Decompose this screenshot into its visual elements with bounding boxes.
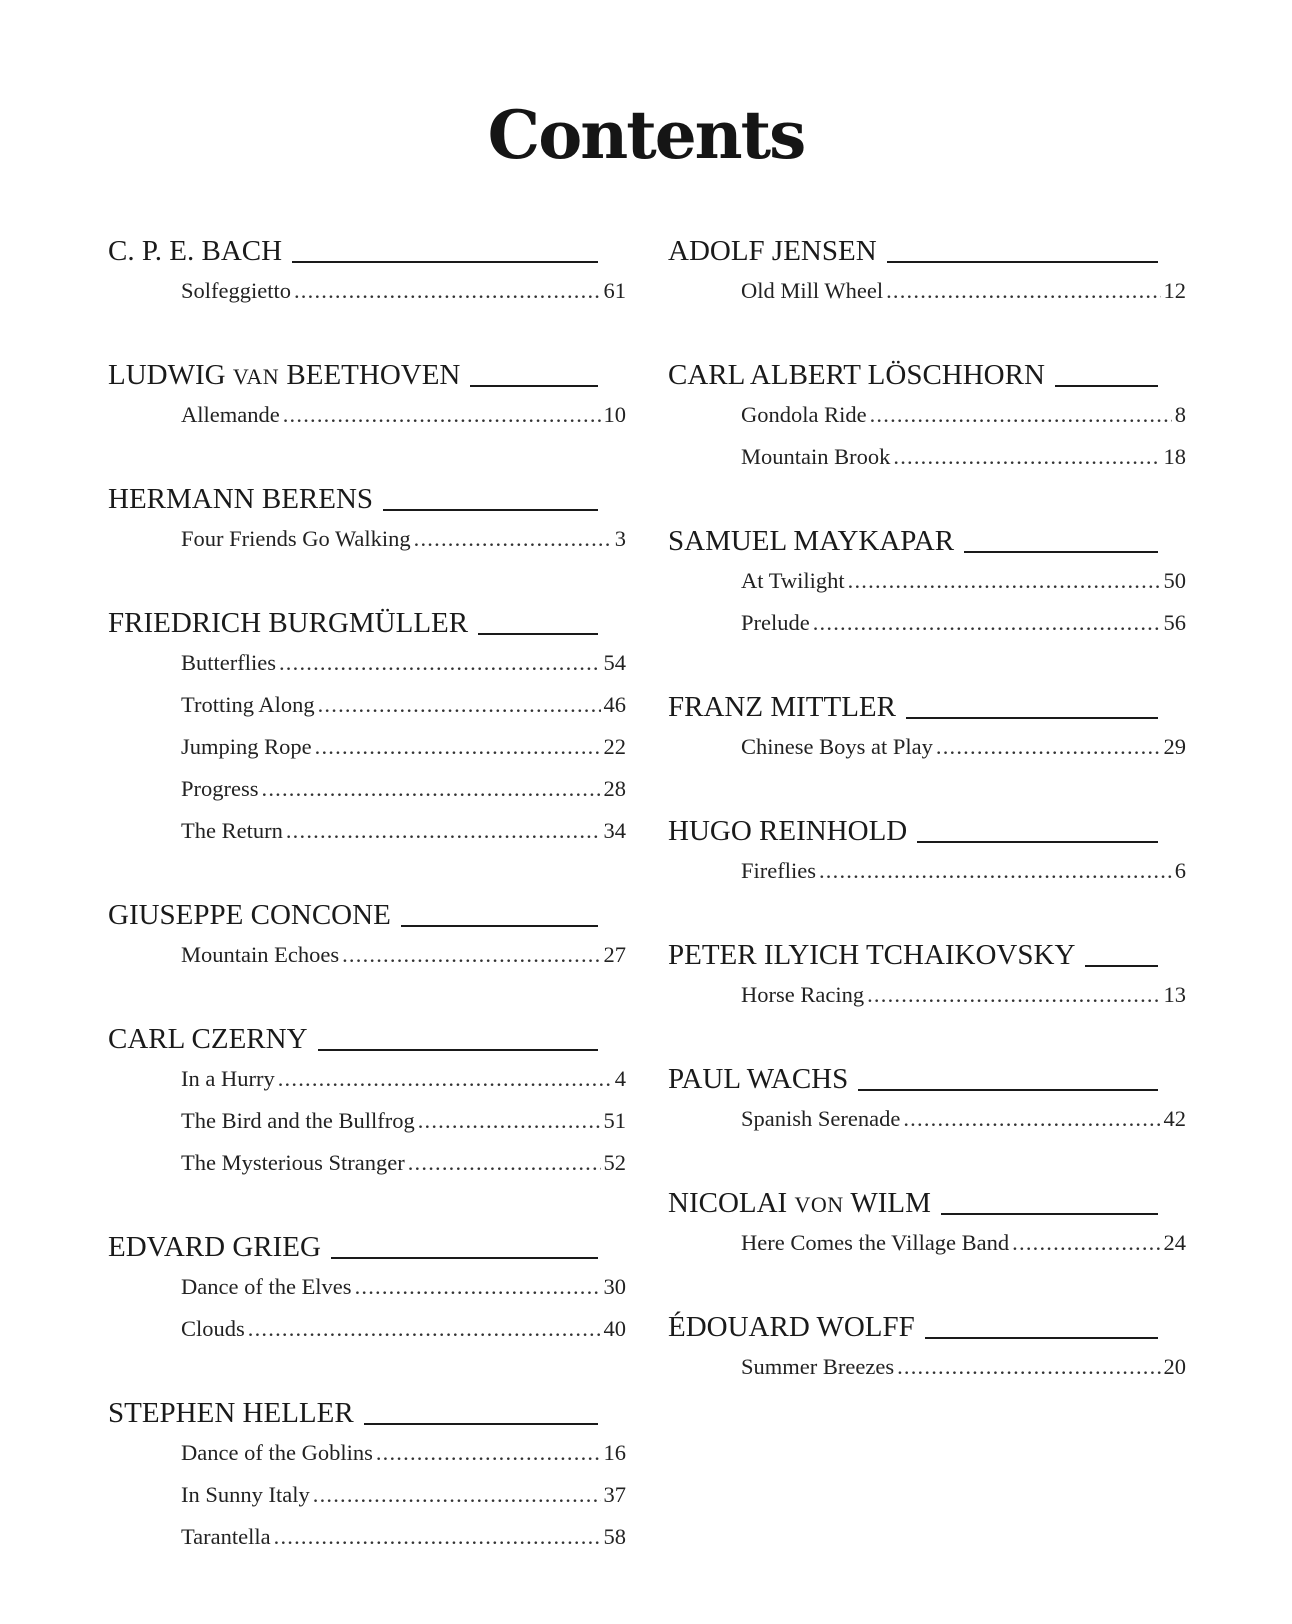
composer-heading [108, 594, 626, 640]
toc-entry [741, 1106, 1186, 1148]
section-gap [108, 1192, 626, 1218]
toc-entry [181, 402, 626, 444]
composer-name [668, 525, 954, 558]
piece-list [108, 1274, 626, 1358]
composer-name [108, 235, 282, 268]
toc-entry [181, 1150, 626, 1192]
heading-rule [470, 385, 598, 387]
toc-entry [741, 278, 1186, 320]
composer-section [108, 470, 626, 568]
page-number: 12 [1163, 278, 1186, 303]
piece-title: Chinese Boys at Play [741, 734, 933, 759]
heading-rule [887, 261, 1158, 263]
dot-leader [248, 1316, 601, 1342]
dot-leader [279, 650, 601, 676]
composer-section [668, 1298, 1186, 1396]
heading-rule [1085, 965, 1158, 967]
piece-title: Here Comes the Village Band [741, 1230, 1010, 1255]
composer-section [108, 1010, 626, 1192]
composer-section [108, 1384, 626, 1566]
toc-entry [181, 650, 626, 692]
composer-section [668, 512, 1186, 652]
dot-leader [283, 402, 601, 428]
piece-list [108, 526, 626, 568]
page-number: 54 [603, 650, 626, 675]
piece-title: The Mysterious Stranger [181, 1150, 405, 1175]
dot-leader [418, 1108, 601, 1134]
composer-name [108, 607, 468, 640]
composer-heading [668, 512, 1186, 558]
composer-heading [108, 1218, 626, 1264]
dot-leader [313, 1482, 601, 1508]
dot-leader [355, 1274, 601, 1300]
composer-name-main: PETER ILYICH TCHAIKOVSKY [668, 939, 1076, 971]
composer-heading [668, 222, 1186, 268]
composer-name-particle: VON [794, 1192, 844, 1217]
page-number: 51 [603, 1108, 626, 1133]
page-number: 4 [614, 1066, 626, 1091]
piece-list [108, 1440, 626, 1566]
composer-name-main: LUDWIG [108, 359, 226, 391]
composer-name [108, 1397, 354, 1430]
composer-name-main: ÉDOUARD WOLFF [668, 1311, 915, 1343]
piece-title: The Return [181, 818, 283, 843]
composer-heading [668, 802, 1186, 848]
piece-title: Trotting Along [181, 692, 315, 717]
dot-leader [1012, 1230, 1160, 1256]
piece-list [668, 1106, 1186, 1148]
toc-entry [741, 1354, 1186, 1396]
piece-list [108, 1066, 626, 1192]
toc-entry [181, 1108, 626, 1150]
page-number: 40 [603, 1316, 626, 1341]
composer-name [668, 1187, 931, 1220]
composer-name [108, 359, 460, 392]
toc-entry [181, 1482, 626, 1524]
composer-name-main: C. P. E. BACH [108, 235, 283, 267]
composer-name [108, 899, 391, 932]
toc-entry [181, 1066, 626, 1108]
heading-rule [401, 925, 598, 927]
composer-name-rest: BEETHOVEN [286, 359, 461, 391]
heading-rule [1055, 385, 1158, 387]
composer-section [668, 1174, 1186, 1272]
section-gap [668, 652, 1186, 678]
dot-leader [315, 734, 601, 760]
composer-section [668, 926, 1186, 1024]
piece-title: Dance of the Goblins [181, 1440, 373, 1465]
heading-rule [331, 1257, 598, 1259]
composer-section [108, 346, 626, 444]
toc-entry [741, 734, 1186, 776]
composer-name-main: ADOLF JENSEN [668, 235, 877, 267]
dot-leader [274, 1524, 601, 1550]
dot-leader [893, 444, 1160, 470]
section-gap [668, 1024, 1186, 1050]
heading-rule [383, 509, 598, 511]
toc-entry [741, 982, 1186, 1024]
composer-heading [668, 1050, 1186, 1096]
dot-leader [408, 1150, 601, 1176]
section-gap [668, 320, 1186, 346]
dot-leader [342, 942, 600, 968]
page-number: 37 [603, 1482, 626, 1507]
page-number: 24 [1163, 1230, 1186, 1255]
composer-name [668, 815, 907, 848]
composer-name-main: CARL CZERNY [108, 1023, 308, 1055]
composer-name-particle: VAN [232, 364, 280, 389]
piece-title: Mountain Echoes [181, 942, 340, 967]
composer-heading [668, 1298, 1186, 1344]
composer-name-rest: WILM [850, 1187, 931, 1219]
composer-name-main: CARL ALBERT LÖSCHHORN [668, 359, 1045, 391]
piece-title: Spanish Serenade [741, 1106, 901, 1131]
section-gap [108, 444, 626, 470]
piece-title: Solfeggietto [181, 278, 291, 303]
composer-section [108, 594, 626, 860]
toc-entry [181, 1440, 626, 1482]
section-gap [108, 984, 626, 1010]
heading-rule [364, 1423, 598, 1425]
piece-title: Mountain Brook [741, 444, 891, 469]
heading-rule [858, 1089, 1158, 1091]
composer-name [108, 1023, 308, 1056]
dot-leader [870, 402, 1172, 428]
composer-heading [668, 926, 1186, 972]
page-number: 61 [603, 278, 626, 303]
page-number: 13 [1163, 982, 1186, 1007]
page-number: 10 [603, 402, 626, 427]
page-number: 29 [1163, 734, 1186, 759]
piece-list [668, 1354, 1186, 1396]
toc-entry [181, 278, 626, 320]
piece-title: Fireflies [741, 858, 816, 883]
composer-name-main: STEPHEN HELLER [108, 1397, 354, 1429]
toc-entry [181, 526, 626, 568]
heading-rule [292, 261, 598, 263]
piece-list [668, 858, 1186, 900]
piece-list [668, 982, 1186, 1024]
heading-rule [917, 841, 1158, 843]
piece-title: At Twilight [741, 568, 845, 593]
toc-entry [741, 610, 1186, 652]
composer-heading [668, 346, 1186, 392]
toc-entry [741, 1230, 1186, 1272]
dot-leader [262, 776, 601, 802]
page-number: 28 [603, 776, 626, 801]
piece-title: Old Mill Wheel [741, 278, 884, 303]
piece-list [668, 568, 1186, 652]
dot-leader [903, 1106, 1160, 1132]
piece-title: Clouds [181, 1316, 245, 1341]
section-gap [108, 860, 626, 886]
piece-title: Jumping Rope [181, 734, 312, 759]
piece-list [668, 402, 1186, 486]
toc-entry [181, 692, 626, 734]
piece-title: Summer Breezes [741, 1354, 895, 1379]
piece-title: Allemande [181, 402, 280, 427]
composer-name-main: FRIEDRICH BURGMÜLLER [108, 607, 469, 639]
composer-name [668, 939, 1075, 972]
page-number: 18 [1163, 444, 1186, 469]
piece-list [108, 942, 626, 984]
composer-section [668, 222, 1186, 320]
dot-leader [936, 734, 1161, 760]
composer-section [108, 222, 626, 320]
piece-title: Tarantella [181, 1524, 271, 1549]
piece-list [668, 1230, 1186, 1272]
piece-title: Butterflies [181, 650, 276, 675]
composer-name-main: FRANZ MITTLER [668, 691, 896, 723]
composer-section [108, 1218, 626, 1358]
composer-name [108, 483, 373, 516]
section-gap [668, 1272, 1186, 1298]
composer-heading [108, 1384, 626, 1430]
heading-rule [941, 1213, 1158, 1215]
composer-name-main: HERMANN BERENS [108, 483, 374, 515]
piece-list [668, 734, 1186, 776]
page-number: 46 [603, 692, 626, 717]
piece-list [108, 278, 626, 320]
dot-leader [897, 1354, 1160, 1380]
composer-heading [108, 886, 626, 932]
toc-entry [181, 1274, 626, 1316]
page-number: 8 [1174, 402, 1186, 427]
toc-entry [181, 1316, 626, 1358]
page-number: 16 [603, 1440, 626, 1465]
composer-section [668, 346, 1186, 486]
piece-list [108, 650, 626, 860]
page-number: 34 [603, 818, 626, 843]
dot-leader [867, 982, 1160, 1008]
toc-entry [181, 1524, 626, 1566]
section-gap [668, 776, 1186, 802]
toc-entry [181, 776, 626, 818]
composer-name [668, 691, 896, 724]
piece-title: Dance of the Elves [181, 1274, 352, 1299]
composer-name-main: PAUL WACHS [668, 1063, 849, 1095]
page-number: 30 [603, 1274, 626, 1299]
dot-leader [278, 1066, 612, 1092]
composer-heading [108, 470, 626, 516]
composer-name [668, 1063, 848, 1096]
piece-title: Gondola Ride [741, 402, 867, 427]
composer-heading [668, 678, 1186, 724]
piece-title: Prelude [741, 610, 810, 635]
composer-section [668, 678, 1186, 776]
composer-section [668, 1050, 1186, 1148]
section-gap [668, 486, 1186, 512]
section-gap [668, 900, 1186, 926]
composer-name-main: EDVARD GRIEG [108, 1231, 321, 1263]
heading-rule [318, 1049, 598, 1051]
composer-heading [668, 1174, 1186, 1220]
composer-name [668, 359, 1045, 392]
dot-leader [813, 610, 1161, 636]
dot-leader [414, 526, 612, 552]
dot-leader [286, 818, 601, 844]
composer-name-main: NICOLAI [668, 1187, 788, 1219]
heading-rule [906, 717, 1158, 719]
section-gap [108, 1358, 626, 1384]
heading-rule [478, 633, 598, 635]
toc-entry [181, 734, 626, 776]
toc-entry [181, 818, 626, 860]
left-column [108, 222, 626, 1566]
toc-entry [741, 444, 1186, 486]
dot-leader [848, 568, 1161, 594]
dot-leader [376, 1440, 601, 1466]
piece-title: The Bird and the Bullfrog [181, 1108, 415, 1133]
composer-section [668, 802, 1186, 900]
page-number: 42 [1163, 1106, 1186, 1131]
dot-leader [318, 692, 601, 718]
page-number: 50 [1163, 568, 1186, 593]
composer-name [108, 1231, 321, 1264]
section-gap [108, 568, 626, 594]
dot-leader [294, 278, 601, 304]
page-number: 6 [1174, 858, 1186, 883]
heading-rule [925, 1337, 1158, 1339]
composer-heading [108, 346, 626, 392]
dot-leader [819, 858, 1172, 884]
composer-name-main: SAMUEL MAYKAPAR [668, 525, 955, 557]
piece-title: In Sunny Italy [181, 1482, 310, 1507]
composer-heading [108, 222, 626, 268]
page-number: 3 [614, 526, 626, 551]
heading-rule [964, 551, 1158, 553]
composer-name-main: HUGO REINHOLD [668, 815, 908, 847]
toc-entry [741, 858, 1186, 900]
composer-section [108, 886, 626, 984]
piece-list [668, 278, 1186, 320]
composer-name [668, 235, 877, 268]
piece-title: Four Friends Go Walking [181, 526, 411, 551]
section-gap [668, 1148, 1186, 1174]
composer-heading [108, 1010, 626, 1056]
page-number: 20 [1163, 1354, 1186, 1379]
piece-title: Progress [181, 776, 259, 801]
page-title: Contents [487, 96, 805, 174]
composer-name-main: GIUSEPPE CONCONE [108, 899, 391, 931]
piece-list [108, 402, 626, 444]
toc-entry [741, 402, 1186, 444]
right-column [668, 222, 1186, 1396]
toc-entry [181, 942, 626, 984]
piece-title: Horse Racing [741, 982, 865, 1007]
piece-title: In a Hurry [181, 1066, 275, 1091]
page-number: 27 [603, 942, 626, 967]
toc-entry [741, 568, 1186, 610]
page-number: 58 [603, 1524, 626, 1549]
page-number: 52 [603, 1150, 626, 1175]
dot-leader [886, 278, 1160, 304]
page-number: 56 [1163, 610, 1186, 635]
page-number: 22 [603, 734, 626, 759]
composer-name [668, 1311, 915, 1344]
section-gap [108, 320, 626, 346]
